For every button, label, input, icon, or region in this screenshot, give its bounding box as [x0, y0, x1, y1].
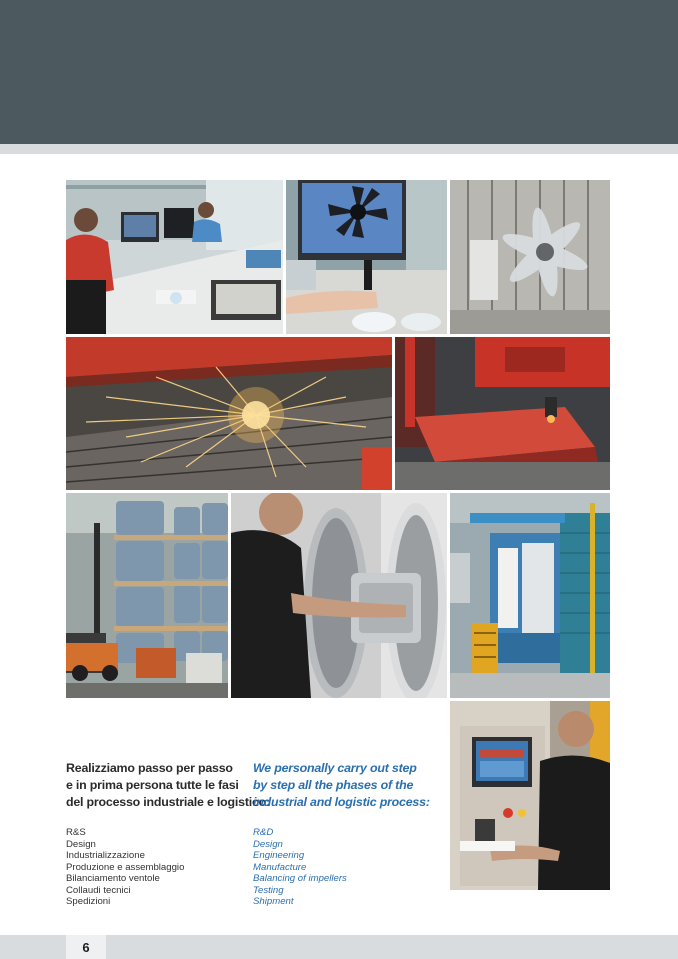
english-phase-item: Balancing of impellers — [253, 873, 347, 884]
english-heading-line-3: industrial and logistic process: — [253, 795, 430, 809]
italian-heading-line-2: e in prima persona tutte le fasi — [66, 778, 239, 792]
laser-cutter-photo — [395, 337, 610, 490]
italian-phase-item: Design — [66, 838, 96, 850]
italian-phase-item: Produzione e assemblaggio — [66, 861, 185, 873]
italian-phase-item: Industrializzazione — [66, 850, 145, 861]
worker-assembly-photo — [231, 493, 447, 698]
warehouse-forklift-photo — [66, 493, 228, 698]
english-phase-item: Manufacture — [253, 861, 307, 873]
english-heading-line-2: by step all the phases of the — [253, 778, 414, 792]
metal-cutting-sparks-photo — [66, 337, 392, 490]
english-phase-list — [253, 827, 443, 908]
cad-fan-design-photo — [286, 180, 447, 334]
page-number: 6 — [82, 940, 90, 955]
italian-phase-item: Bilanciamento ventole — [66, 873, 160, 884]
english-phase-item: Testing — [253, 884, 284, 896]
italian-heading-line-1: Realizziamo passo per passo — [66, 761, 233, 775]
italian-phase-list — [66, 827, 246, 908]
fan-test-cage-photo — [450, 180, 610, 334]
italian-phase-item: Spedizioni — [66, 896, 111, 907]
header-stripe — [0, 144, 678, 154]
english-heading-line-1: We personally carry out step — [253, 761, 417, 775]
english-phase-item: Design — [253, 838, 283, 850]
paint-booth-photo — [450, 493, 610, 698]
italian-phase-item: Collaudi tecnici — [66, 884, 131, 896]
page-number-box — [66, 935, 106, 959]
italian-phase-item: R&S — [66, 827, 86, 838]
control-panel-photo — [450, 701, 610, 890]
english-phase-item: Engineering — [253, 850, 305, 861]
header-band — [0, 0, 678, 144]
english-text-block — [253, 760, 443, 908]
english-phase-item: R&D — [253, 827, 274, 838]
italian-heading-line-3: del processo industriale e logistico: — [66, 795, 270, 809]
english-phase-item: Shipment — [253, 896, 294, 907]
office-engineers-photo — [66, 180, 283, 334]
